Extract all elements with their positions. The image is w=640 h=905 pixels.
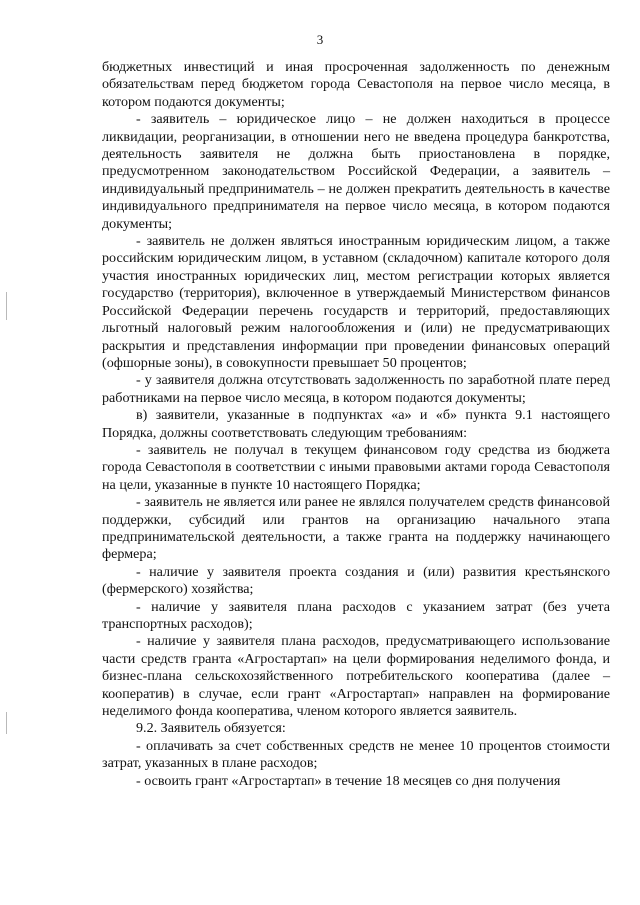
paragraph: 9.2. Заявитель обязуется:: [136, 720, 286, 737]
paragraph: - оплачивать за счет собственных средств не менее 10 процентов стоимости затрат, указанных в плане расходов;: [102, 737, 610, 772]
paragraph: - заявитель не должен являться иностранным юридическим лицом, а также российским юридическим лицом, в уставном (складочном) капитале которого доля участия иностранных юридических лиц, местом регистрации которых является государство (территория), включенное в утверждаемый Министерством финансов Российской Федерации перечень государств и территорий, предоставляющих льготный налоговый режим налогообложения и (или) не предусматривающих раскрытия и представления информации при проведении финансовых операций (офшорные зоны), в совокупности превышает 50 процентов;: [102, 233, 610, 371]
paragraph: - заявитель не является или ранее не являлся получателем средств финансовой поддержки, субсидий или грантов на организацию начального этапа предпринимательской деятельности, а также гранта на поддержку начинающего фермера;: [102, 494, 610, 563]
scan-edge-mark: [6, 292, 7, 320]
paragraph: - наличие у заявителя плана расходов, предусматривающего использование части средств гранта «Агростартап» на цели формирования неделимого фонда, и бизнес-плана сельскохозяйственного потребительского кооператива (далее – кооператив) в случае, если грант «Агростартап» направлен на формирование неделимого фонда кооператива, членом которого является заявитель.: [102, 633, 610, 720]
paragraph: - освоить грант «Агростартап» в течение 18 месяцев со дня получения: [136, 772, 561, 789]
paragraph: - наличие у заявителя плана расходов с указанием затрат (без учета транспортных расходов);: [102, 598, 610, 632]
paragraph: - заявитель не получал в текущем финансовом году средства из бюджета города Севастополя в соответствии с иными правовыми актами города Севастополя на цели, указанные в пункте 10 настоящего Порядка;: [102, 441, 610, 493]
paragraph: - наличие у заявителя проекта создания и (или) развития крестьянского (фермерского) хозяйства;: [102, 563, 610, 598]
paragraph: - заявитель – юридическое лицо – не должен находиться в процессе ликвидации, реорганизации, в отношении него не введена процедура банкротства, деятельность заявителя не должна быть приостановлена в порядке, предусмотренном законодательством Российской Федерации, а заявитель – индивидуальный предприниматель – не должен прекратить деятельность в качестве индивидуального предпринимателя на первое число месяца, в котором подаются документы;: [102, 111, 610, 232]
document-body: [102, 59, 610, 790]
paragraph: - у заявителя должна отсутствовать задолженность по заработной плате перед работниками на первое число месяца, в котором подаются документы;: [102, 372, 610, 406]
page-number: 3: [316, 32, 324, 47]
scan-edge-mark: [6, 712, 7, 734]
paragraph: бюджетных инвестиций и иная просроченная задолженность по денежным обязательствам перед бюджетом города Севастополя на первое число месяца, в котором подаются документы;: [102, 59, 610, 110]
paragraph: в) заявители, указанные в подпунктах «а» и «б» пункта 9.1 настоящего Порядка, должны соответствовать следующим требованиям:: [102, 407, 610, 441]
